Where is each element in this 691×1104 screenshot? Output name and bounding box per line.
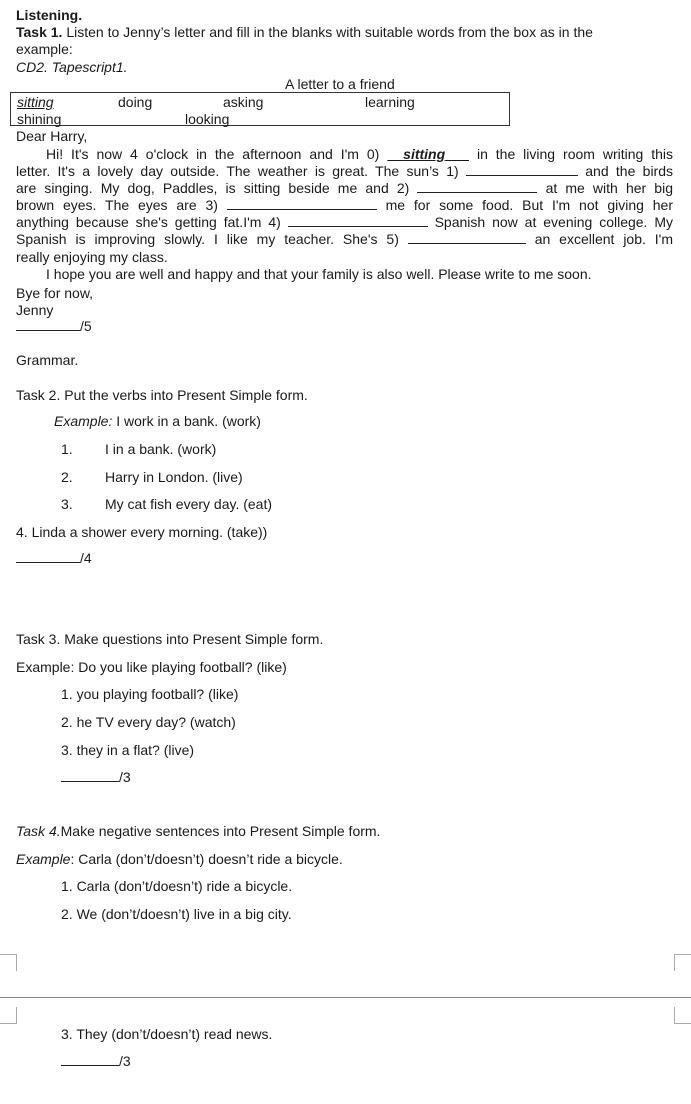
task3-item-3: 3. they in a flat? (live) (61, 742, 195, 758)
blank-1[interactable] (466, 163, 578, 176)
letter-text: letter. It's a lovely day outside. The weather is great. The sun’s 1) (16, 163, 459, 179)
task3-example: Example: Do you like playing football? (like) (16, 659, 287, 675)
blank-5[interactable] (408, 231, 526, 244)
task2-example (54, 413, 261, 429)
word-doing: doing (118, 94, 153, 110)
task2-score (16, 550, 92, 566)
grammar-heading: Grammar. (16, 352, 79, 368)
example-text: : Carla (don’t/doesn’t) doesn’t ride a bicycle. (70, 851, 343, 867)
score-text: /3 (119, 1053, 131, 1069)
letter-closing: I hope you are well and happy and that your family is also well. Please write to me soon. (46, 266, 592, 282)
word-asking: asking (223, 94, 264, 110)
letter-line-1 (16, 163, 673, 180)
task4-example (16, 851, 343, 867)
tapescript-label: CD2. Tapescript1. (16, 59, 128, 75)
task2-item-3-num: 3. (61, 496, 73, 512)
letter-line-5 (16, 231, 673, 248)
task1-label: Task 1. (16, 24, 63, 40)
letter-text: anything because she's getting fat.I'm 4) (16, 214, 281, 230)
task2-title: Task 2. Put the verbs into Present Simple form. (16, 387, 308, 403)
score-blank[interactable] (61, 1053, 119, 1066)
letter-text: Hi! It's now 4 o'clock in the afternoon and I'm 0) (46, 146, 380, 162)
task4-title (16, 823, 380, 839)
task2-item-1-num: 1. (61, 441, 73, 457)
letter-line-0 (16, 146, 673, 163)
score-blank[interactable] (16, 550, 80, 563)
word-shining: shining (17, 111, 62, 127)
blank-3[interactable] (227, 197, 377, 210)
task4-score (61, 1053, 131, 1069)
example-label: Example (16, 851, 71, 867)
task3-item-2: 2. he TV every day? (watch) (61, 714, 236, 730)
example-text: I work in a bank. (work) (116, 413, 261, 429)
letter-line-3 (16, 197, 673, 214)
blank-2[interactable] (417, 180, 537, 193)
letter-text: Spanish now at evening college. My (434, 214, 674, 230)
task4-item-2: 2. We (don’t/doesn’t) live in a big city. (61, 906, 292, 922)
task3-item-1: 1. you playing football? (like) (61, 686, 239, 702)
task4-label: Task 4. (16, 823, 61, 839)
task4-text: Make negative sentences into Present Simple form. (60, 823, 381, 839)
score-text: /3 (119, 769, 131, 785)
letter-line-2 (16, 180, 673, 197)
letter-text: in the living room writing this (476, 146, 674, 162)
example-answer: sitting (403, 146, 446, 162)
letter-text: at me with her big (545, 180, 673, 196)
letter-greeting: Dear Harry, (16, 128, 88, 144)
task3-score (61, 769, 131, 785)
page-corner-mark (674, 954, 691, 971)
task2-item-4: 4. Linda a shower every morning. (take)) (16, 524, 268, 540)
task2-item-2-num: 2. (61, 469, 73, 485)
box-title: A letter to a friend (285, 76, 395, 92)
task1-instruction (16, 24, 593, 40)
listening-heading: Listening. (16, 7, 83, 23)
task3-title: Task 3. Make questions into Present Simple form. (16, 631, 324, 647)
score-text: /5 (80, 318, 92, 334)
letter-text: Spanish is improving slowly. I like my teacher. She's 5) (16, 231, 399, 247)
letter-text: are singing. My dog, Paddles, is sitting beside me and 2) (16, 180, 410, 196)
task1-score (16, 318, 92, 334)
blank-4[interactable] (288, 214, 428, 227)
letter-line-6: really enjoying my class. (16, 249, 168, 265)
task1-text: Listen to Jenny’s letter and fill in the blanks with suitable words from the box as in the (66, 24, 593, 40)
score-text: /4 (80, 550, 92, 566)
letter-line-4 (16, 214, 673, 231)
task2-item-2: Harry in London. (live) (105, 469, 243, 485)
task4-item-3: 3. They (don’t/doesn’t) read news. (61, 1026, 273, 1042)
letter-signature: Jenny (16, 302, 54, 318)
task1-text-cont: example: (16, 41, 73, 57)
word-box (10, 92, 510, 126)
letter-text: an excellent job. I'm (534, 231, 674, 247)
page-corner-mark (0, 1007, 17, 1024)
task4-item-1: 1. Carla (don’t/doesn’t) ride a bicycle. (61, 878, 293, 894)
example-label: Example: (54, 413, 113, 429)
score-blank[interactable] (16, 318, 80, 331)
letter-bye: Bye for now, (16, 285, 94, 301)
letter-text: and the birds (585, 163, 674, 179)
word-sitting: sitting (17, 94, 54, 110)
letter-text: me for some food. But I'm not giving her (385, 197, 673, 213)
word-learning: learning (365, 94, 415, 110)
page-corner-mark (674, 1007, 691, 1024)
page-break-line (0, 997, 691, 998)
letter-text: brown eyes. The eyes are 3) (16, 197, 218, 213)
task2-item-3: My cat fish every day. (eat) (105, 496, 273, 512)
score-blank[interactable] (61, 769, 119, 782)
page-corner-mark (0, 954, 17, 971)
task2-item-1: I in a bank. (work) (105, 441, 217, 457)
word-looking: looking (185, 111, 230, 127)
